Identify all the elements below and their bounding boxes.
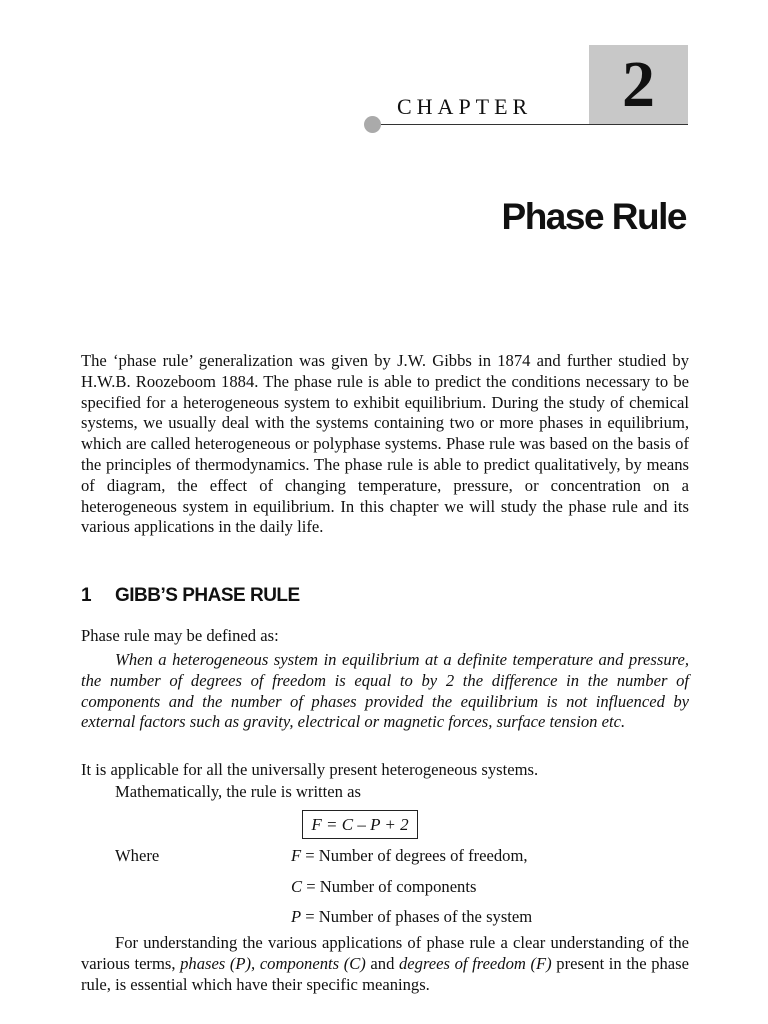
section-heading — [81, 585, 300, 607]
chapter-dot-ornament — [364, 116, 381, 133]
definition-f: = Number of degrees of freedom, — [301, 846, 528, 865]
closing-and: and — [365, 953, 399, 973]
definition-c: = Number of components — [302, 877, 477, 896]
formula: F = C – P + 2 — [311, 814, 409, 834]
definition-intro: Phase rule may be defined as: — [81, 626, 279, 645]
formula-box — [302, 810, 418, 839]
closing-part3: present in the phase rule, is essential which have their specific meanings. — [81, 953, 689, 994]
symbol-c: C — [291, 877, 303, 896]
chapter-label: CHAPTER — [397, 94, 533, 119]
applicability-text: It is applicable for all the universally present heterogeneous systems. — [81, 760, 539, 779]
where-label: Where — [115, 846, 160, 865]
chapter-number-box — [589, 45, 688, 125]
section-title: GIBB’S PHASE RULE — [115, 585, 300, 606]
symbol-f: F — [291, 846, 302, 865]
definition-row-p — [291, 907, 532, 927]
chapter-title: Phase Rule — [501, 196, 686, 237]
chapter-number: 2 — [622, 48, 655, 121]
section-number: 1 — [81, 585, 92, 606]
definition-row-f — [291, 846, 528, 866]
closing-part1: For understanding the various applications of phase rule a clear understanding of the various terms, — [81, 933, 689, 973]
definition-p: = Number of phases of the system — [301, 907, 533, 926]
intro-paragraph: The ‘phase rule’ generalization was given by J.W. Gibbs in 1874 and further studied by H.W.B. Roozeboom 1884. The phase rule is able to predict the conditions necessary to be specified for a heterogeneous system to exhibit equilibrium. During the study of chemical systems, we usually deal with the systems containing two or more phases in equilibrium, which are called heterogeneous or polyphase systems. Phase rule was based on the basis of the principles of thermodynamics. The phase rule is able to predict qualitatively, by means of diagram, the effect of changing temperature, pressure, or concentration on a heterogeneous system in equilibrium. In this chapter we will study the phase rule and its various applications in the daily life. — [81, 351, 689, 537]
chapter-rule-line — [372, 124, 688, 125]
symbol-p: P — [291, 907, 302, 926]
closing-paragraph — [81, 933, 689, 995]
closing-degrees-of-freedom: degrees of freedom (F) — [399, 953, 552, 973]
mathematically-text: Mathematically, the rule is written as — [115, 782, 361, 801]
definition-text: When a heterogeneous system in equilibrium at a definite temperature and pressure, the number of degrees of freedom is equal to by 2 the difference in the number of components and the number of phases provided the equilibrium is not influenced by external factors such as gravity, electrical or magnetic forces, surface tension etc. — [81, 650, 689, 732]
definition-row-c — [291, 877, 476, 897]
closing-phases-components: phases (P), components (C) — [180, 953, 366, 973]
